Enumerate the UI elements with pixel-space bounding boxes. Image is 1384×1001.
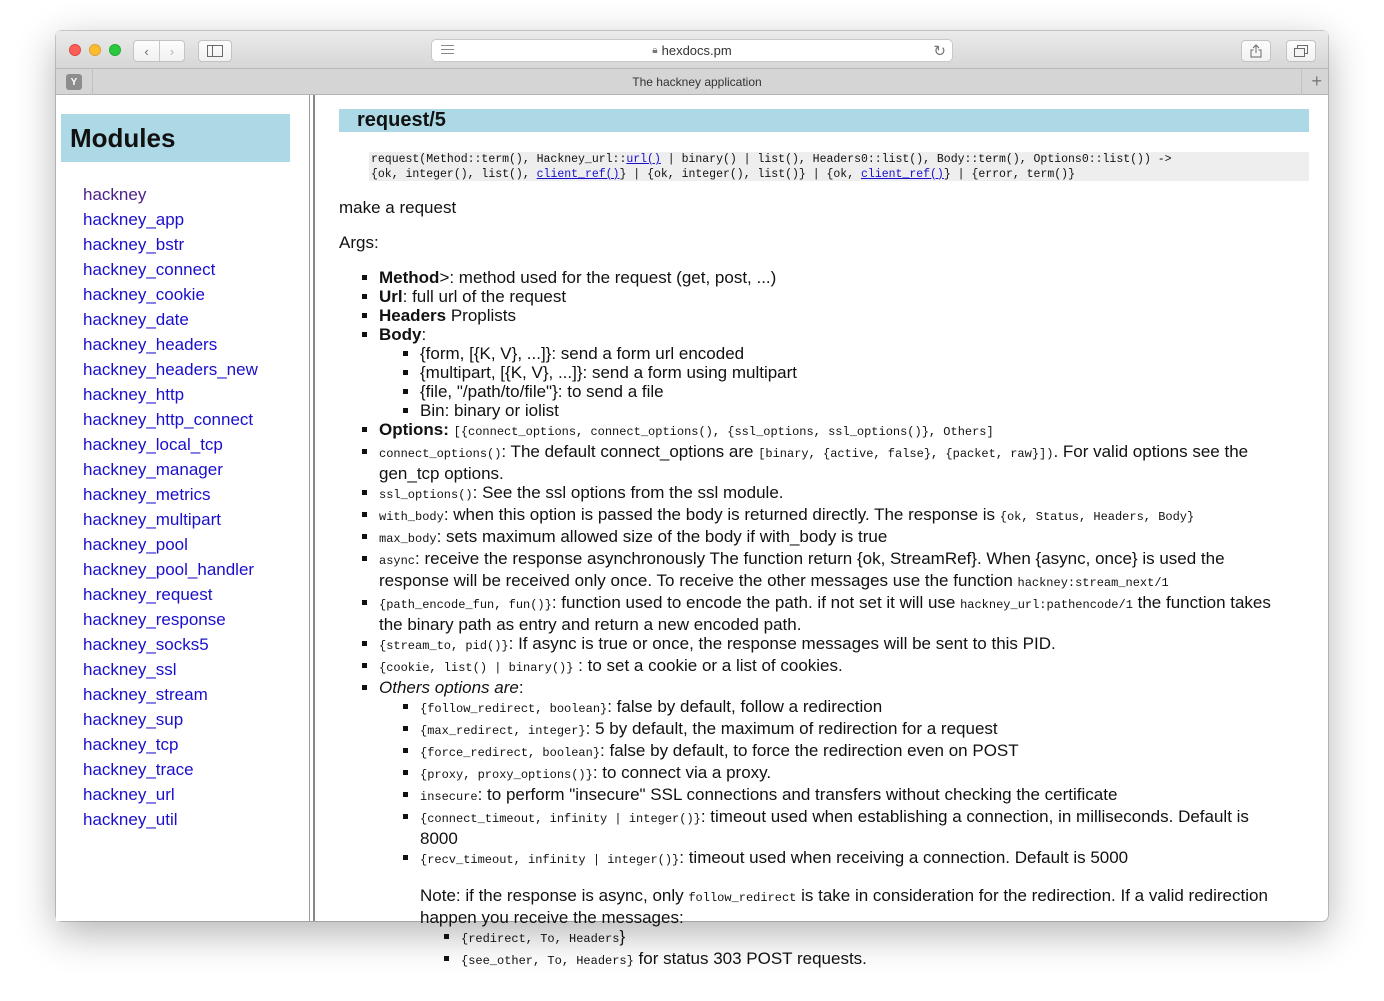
close-window-button[interactable] [69, 44, 81, 56]
list-item: ▪ {file, "/path/to/file"}: to send a file [420, 382, 1285, 401]
args-list [355, 268, 1285, 971]
redirect-note [420, 886, 1285, 971]
list-item: ▪ Bin: binary or iolist [420, 401, 1285, 420]
code-snippet: {see_other, To, Headers} [461, 954, 634, 968]
list-item [83, 757, 258, 782]
browser-window [56, 31, 1328, 968]
option-text: . For valid options see the gen_tcp options. [379, 442, 1249, 483]
code-snippet: {recv_timeout, infinity | integer()} [420, 853, 680, 867]
list-item [83, 482, 258, 507]
option-text: : to connect via a proxy. [592, 763, 772, 782]
lock-icon: 🔒︎ [652, 45, 658, 56]
tab-active[interactable]: The hackney application [92, 69, 1302, 95]
list-item [420, 848, 1285, 971]
code-snippet: {redirect, To, Headers [461, 932, 620, 946]
show-tabs-button[interactable] [1286, 40, 1316, 62]
list-item [379, 268, 1285, 287]
list-item [379, 527, 1285, 549]
list-item [83, 507, 258, 532]
back-button[interactable] [134, 41, 159, 61]
option-text: : to set a cookie or a list of cookies. [573, 656, 843, 675]
list-item [420, 741, 1285, 763]
module-link[interactable]: hackney_response [83, 610, 226, 629]
arg-text: : full url of the request [402, 287, 567, 306]
code-snippet: {ok, Status, Headers, Body} [999, 510, 1195, 524]
code-snippet: follow_redirect [688, 891, 797, 905]
client-ref-type-link[interactable]: client_ref() [861, 167, 944, 181]
list-item [379, 420, 1285, 442]
share-button[interactable] [1241, 40, 1271, 62]
share-icon [1250, 44, 1262, 58]
module-link[interactable]: hackney_headers_new [83, 360, 258, 379]
module-link[interactable]: hackney_bstr [83, 235, 185, 254]
code-snippet: max_body [379, 532, 437, 546]
list-item [83, 582, 258, 607]
code-snippet: [binary, {active, false}, {packet, raw}]) [758, 447, 1054, 461]
other-options-list [379, 697, 1285, 971]
list-item [83, 382, 258, 407]
list-item [379, 442, 1285, 483]
modules-list [83, 182, 258, 832]
reload-icon[interactable]: ↻ [933, 43, 946, 60]
module-link[interactable]: hackney_trace [83, 760, 194, 779]
code-snippet: {max_redirect, integer} [420, 724, 586, 738]
list-item [420, 785, 1285, 807]
list-item [83, 182, 258, 207]
list-item [420, 697, 1285, 719]
chevron-left-icon: ‹ [144, 43, 149, 59]
option-text: : The default connect_options are [501, 442, 759, 461]
code-snippet: {connect_timeout, infinity | integer()} [420, 812, 701, 826]
spec-text: } | {ok, integer(), list()} | {ok, [619, 167, 862, 181]
module-link[interactable]: hackney_tcp [83, 735, 179, 754]
list-item [83, 357, 258, 382]
client-ref-type-link[interactable]: client_ref() [536, 167, 620, 181]
code-snippet: insecure [420, 790, 478, 804]
browser-toolbar [56, 31, 1328, 69]
list-item [83, 232, 258, 257]
function-heading: request/5 [339, 109, 1309, 132]
doc-content [315, 95, 1328, 968]
list-item [83, 282, 258, 307]
module-link[interactable]: hackney_socks5 [83, 635, 209, 654]
option-text: : timeout used when receiving a connection. Default is 5000 [679, 848, 1129, 867]
spec-text: } | {error, term()} [943, 167, 1075, 181]
code-snippet: with_body [379, 510, 444, 524]
list-item [83, 682, 258, 707]
note-text: is take in consideration for the redirection. If a valid redirection happen you receive the messages: [420, 886, 1268, 927]
list-item: ▪ {form, [{K, V}, ...]}: send a form url encoded [420, 344, 1285, 363]
list-item [83, 782, 258, 807]
module-link[interactable]: hackney_cookie [83, 285, 205, 304]
module-link[interactable]: hackney_request [83, 585, 213, 604]
history-nav [133, 40, 185, 62]
code-snippet: {path_encode_fun, fun()} [379, 598, 552, 612]
list-item [83, 532, 258, 557]
list-item [83, 432, 258, 457]
list-item [83, 632, 258, 657]
list-item [83, 657, 258, 682]
list-item: ▪ {multipart, [{K, V}, ...]}: send a form using multipart [420, 363, 1285, 382]
redirect-messages-list [420, 927, 1285, 971]
forward-button[interactable] [159, 41, 184, 61]
code-snippet: connect_options() [379, 447, 502, 461]
chevron-right-icon: › [169, 43, 175, 59]
list-item [379, 549, 1285, 593]
arg-text: >: method used for the request (get, post, ...) [439, 268, 777, 287]
module-link[interactable]: hackney_multipart [83, 510, 221, 529]
option-text: : If async is true or once, the response messages will be sent to this PID. [508, 634, 1056, 653]
code-snippet: {follow_redirect, boolean} [420, 702, 608, 716]
option-text: : 5 by default, the maximum of redirection for a request [585, 719, 998, 738]
list-item [461, 949, 1285, 971]
list-item [83, 807, 258, 832]
arg-text: Proplists [446, 306, 517, 325]
arg-name: Url [379, 287, 403, 306]
code-snippet: [{connect_options, connect_options(), {ssl_options, ssl_options()}, Others] [453, 425, 994, 439]
list-item [83, 257, 258, 282]
sidebar-toggle-button[interactable] [198, 40, 232, 62]
code-snippet: hackney_url:pathencode/1 [960, 598, 1133, 612]
list-item [379, 325, 1285, 420]
code-snippet: {force_redirect, boolean} [420, 746, 601, 760]
list-item [83, 707, 258, 732]
module-link[interactable]: hackney_metrics [83, 485, 211, 504]
arg-name: Method [379, 268, 440, 287]
module-link[interactable]: hackney_url [83, 785, 175, 804]
option-text: : false by default, to force the redirection even on POST [600, 741, 1019, 760]
others-label: Others options are [379, 678, 519, 697]
option-text: : false by default, follow a redirection [607, 697, 883, 716]
arg-name: Options: [379, 420, 449, 439]
list-item [83, 407, 258, 432]
arg-name: Headers [379, 306, 447, 325]
new-tab-plus-icon[interactable]: + [1311, 71, 1322, 91]
code-snippet: {stream_to, pid()} [379, 639, 509, 653]
module-link[interactable]: hackney_app [83, 210, 185, 229]
list-item [420, 763, 1285, 785]
option-text: : function used to encode the path. if not set it will use [551, 593, 961, 612]
list-item [83, 307, 258, 332]
type-spec [369, 152, 1309, 181]
modules-sidebar [56, 95, 310, 921]
list-item [379, 656, 1285, 678]
arg-name: Body [379, 325, 422, 344]
option-text: : [518, 678, 524, 697]
module-link[interactable]: hackney_ssl [83, 660, 177, 679]
list-item [379, 634, 1285, 656]
list-item [420, 719, 1285, 741]
list-item [83, 557, 258, 582]
module-link[interactable]: hackney_sup [83, 710, 184, 729]
code-snippet: {cookie, list() | binary()} [379, 661, 574, 675]
url-text: hexdocs.pm [661, 43, 732, 58]
list-item [379, 678, 1285, 971]
list-item [379, 483, 1285, 505]
module-link[interactable]: hackney_manager [83, 460, 223, 479]
option-text: : receive the response asynchronously The function return {ok, StreamRef}. When {async, once} is used the response will be received only once. To receive the other messages use the function [379, 549, 1225, 590]
module-link[interactable]: hackney_stream [83, 685, 208, 704]
list-item [420, 807, 1285, 848]
note-text: Note: if the response is async, only [420, 886, 689, 905]
option-text: : sets maximum allowed size of the body if with_body is true [436, 527, 888, 546]
module-link[interactable]: hackney_util [83, 810, 178, 829]
module-link[interactable]: hackney_date [83, 310, 189, 329]
code-snippet: ssl_options() [379, 488, 473, 502]
note-text: for status 303 POST requests. [633, 949, 867, 968]
tabs-overview-icon [1294, 45, 1308, 57]
sidebar-icon [207, 45, 223, 57]
args-label: Args: [339, 233, 379, 252]
spec-text: {ok, integer(), list(), [371, 167, 537, 181]
zoom-window-button[interactable] [109, 44, 121, 56]
spec-text: request(Method::term(), Hackney_url:: [371, 153, 627, 166]
address-bar[interactable] [431, 39, 953, 62]
list-item [379, 505, 1285, 527]
modules-heading: Modules [61, 114, 290, 162]
favicon: Y [66, 74, 82, 90]
option-text: : to perform "insecure" SSL connections and transfers without checking the certificate [477, 785, 1118, 804]
list-item [379, 287, 1285, 306]
minimize-window-button[interactable] [89, 44, 101, 56]
reader-icon[interactable] [441, 45, 454, 57]
module-link[interactable]: hackney [83, 185, 147, 204]
note-text: } [619, 927, 626, 946]
option-text: the function takes the binary path as entry and return a new encoded path. [379, 593, 1271, 634]
list-item [83, 732, 258, 757]
code-snippet: hackney:stream_next/1 [1017, 576, 1169, 590]
code-snippet: async [379, 554, 416, 568]
option-text: : when this option is passed the body is returned directly. The response is [443, 505, 1000, 524]
tab-bar [56, 69, 1328, 95]
module-link[interactable]: hackney_connect [83, 260, 216, 279]
url-type-link[interactable]: url() [626, 153, 661, 166]
option-text: : timeout used when establishing a connection, in milliseconds. Default is 8000 [420, 807, 1249, 848]
function-description: make a request [339, 198, 457, 217]
module-link[interactable]: hackney_local_tcp [83, 435, 223, 454]
list-item [461, 927, 1285, 949]
module-link[interactable]: hackney_headers [83, 335, 218, 354]
body-types-list [379, 344, 1285, 420]
module-link[interactable]: hackney_pool_handler [83, 560, 255, 579]
spec-text: | binary() | list(), Headers0::list(), Body::term(), Options0::list()) -> [660, 153, 1172, 166]
list-item [379, 306, 1285, 325]
list-item [83, 207, 258, 232]
list-item [83, 457, 258, 482]
list-item [83, 332, 258, 357]
module-link[interactable]: hackney_pool [83, 535, 188, 554]
option-text: : See the ssl options from the ssl module. [472, 483, 784, 502]
arg-text: : [421, 325, 427, 344]
list-item [379, 593, 1285, 634]
module-link[interactable]: hackney_http [83, 385, 185, 404]
module-link[interactable]: hackney_http_connect [83, 410, 254, 429]
list-item [83, 607, 258, 632]
code-snippet: {proxy, proxy_options()} [420, 768, 593, 782]
